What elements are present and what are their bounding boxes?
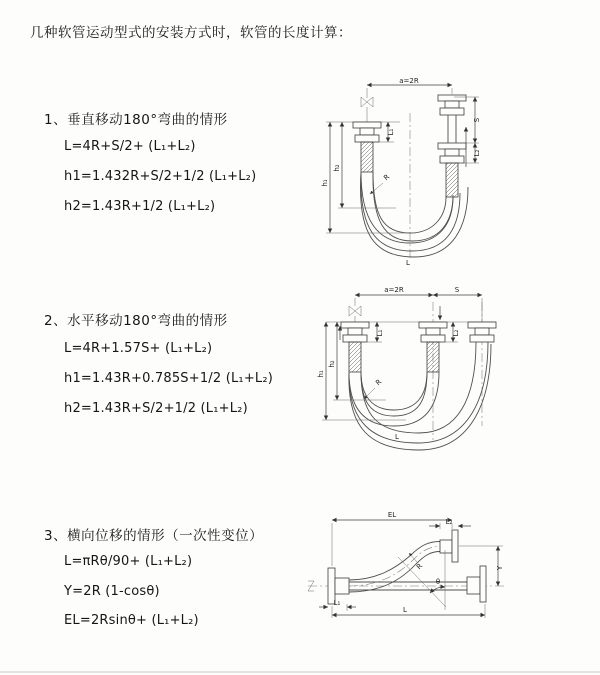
dim-label-el: EL (387, 511, 397, 519)
right-flange-displaced (440, 530, 458, 562)
dim-label-s: S (454, 286, 460, 294)
section-1-formula-l: L=4R+S/2+ (L₁+L₂) (64, 139, 196, 154)
length-label: L (406, 259, 410, 267)
dim-label-s: S (473, 117, 481, 123)
angle-label: θ (435, 578, 441, 586)
diagram-vertical-180-bend (320, 75, 590, 267)
left-fitting (341, 322, 369, 372)
hose-u-bend (349, 342, 491, 450)
page-title: 几种软管运动型式的安装方式时，软管的长度计算： (30, 25, 352, 41)
dim-label-h2: h₂ (328, 360, 336, 368)
dim-label-y: Y (496, 565, 504, 571)
section-2-formula-h1: h1=1.43R+0.785S+1/2 (L₁+L₂) (64, 371, 274, 386)
radius-label: R (374, 377, 384, 388)
left-fitting (353, 122, 381, 172)
section-1-formula-h1: h1=1.432R+S/2+1/2 (L₁+L₂) (64, 169, 257, 184)
section-2-heading: 2、水平移动180°弯曲的情形 (44, 313, 228, 329)
section-3-formula-y: Y=2R (1-cosθ) (64, 584, 160, 599)
dim-label-h1: h₁ (317, 370, 325, 378)
diagram-horizontal-180-bend (317, 280, 590, 458)
dim-label-l1: L₁ (376, 329, 384, 337)
section-3-formula-l: L=πRθ/90+ (L₁+L₂) (64, 554, 193, 569)
section-3-heading: 3、横向位移的情形（一次性变位） (44, 528, 264, 544)
length-label: L (395, 433, 399, 441)
section-3-formula-el: EL=2Rsinθ+ (L₁+L₂) (64, 613, 199, 628)
radius-label: R (415, 562, 425, 572)
hose-s-curve (349, 542, 440, 593)
right-flange-original (467, 566, 486, 602)
diagram-lateral-displacement (300, 500, 600, 650)
right-fitting (438, 95, 466, 197)
dim-label-l1: L₁ (387, 128, 395, 136)
dim-label-l: L (403, 606, 407, 614)
dim-label-h1: h₁ (321, 179, 329, 187)
valve-icon (361, 97, 373, 122)
section-2-formula-h2: h2=1.43R+S/2+1/2 (L₁+L₂) (64, 401, 248, 416)
valve-icon (349, 306, 361, 322)
section-2-formula-l: L=4R+1.57S+ (L₁+L₂) (64, 341, 213, 356)
right-fitting (468, 322, 496, 342)
dim-label-h2: h₂ (333, 164, 341, 172)
page-bottom-border (0, 671, 600, 673)
dim-label-l1: L₁ (333, 599, 341, 607)
section-1-heading: 1、垂直移动180°弯曲的情形 (44, 112, 228, 128)
middle-fitting (419, 322, 447, 372)
dim-label-l2: L₂ (445, 518, 453, 526)
dim-label-a2r: a=2R (384, 286, 404, 294)
radius-label: R (382, 172, 392, 183)
dim-label-l2: L₂ (452, 329, 460, 337)
dim-label-l2: L₂ (473, 149, 481, 157)
section-1-formula-h2: h2=1.43R+1/2 (L₁+L₂) (64, 199, 216, 214)
dim-label-a2r: a=2R (399, 77, 419, 85)
